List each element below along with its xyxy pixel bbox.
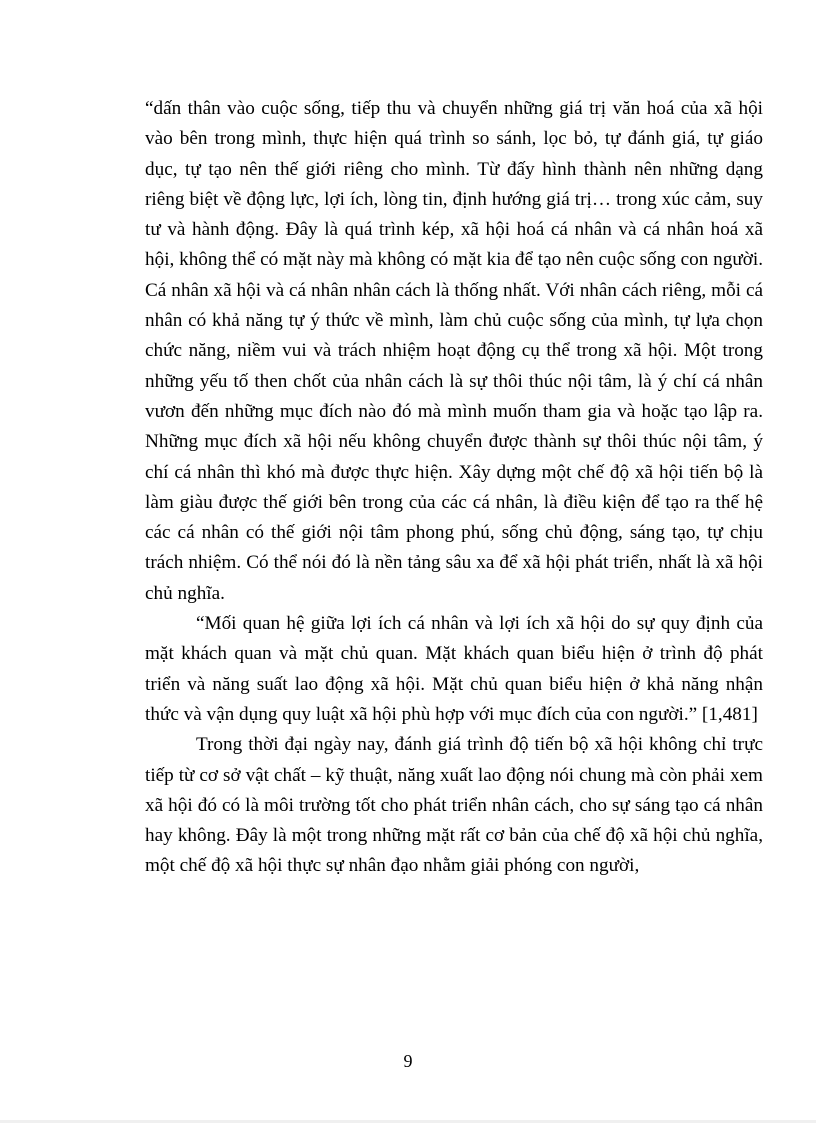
- paragraph-modern-era: Trong thời đại ngày nay, đánh giá trình độ tiến bộ xã hội không chỉ trực tiếp từ cơ sở vật chất – kỹ thuật, năng xuất lao động nói chung mà còn phải xem xã hội đó có là môi trường tốt cho phát triển nhân cách, cho sự sáng tạo cá nhân hay không. Đây là một trong những mặt rất cơ bản của chế độ xã hội chủ nghĩa, một chế độ xã hội thực sự nhân đạo nhằm giải phóng con người,: [145, 734, 763, 877]
- page-number: 9: [403, 1051, 413, 1071]
- paragraph-continuation: “dấn thân vào cuộc sống, tiếp thu và chuyển những giá trị văn hoá của xã hội vào bên trong mình, thực hiện quá trình so sánh, lọc bỏ, tự đánh giá, tự giáo dục, tự tạo nên thế giới riêng cho mình. Từ đấy hình thành nên những dạng riêng biệt về động lực, lợi ích, lòng tin, định hướng giá trị… trong xúc cảm, suy tư và hành động. Đây là quá trình kép, xã hội hoá cá nhân và cá nhân hoá xã hội, không thể có mặt này mà không có mặt kia để tạo nên cuộc sống con người. Cá nhân xã hội và cá nhân nhân cách là thống nhất. Với nhân cách riêng, mỗi cá nhân có khả năng tự ý thức về mình, làm chủ cuộc sống của mình, tự lựa chọn chức năng, niềm vui và trách nhiệm hoạt động cụ thể trong xã hội. Một trong những yếu tố then chốt của nhân cách là sự thôi thúc nội tâm, là ý chí cá nhân vươn đến những mục đích nào đó mà mình muốn tham gia và hoặc tạo lập ra. Những mục đích xã hội nếu không chuyển được thành sự thôi thúc nội tâm, ý chí cá nhân thì khó mà được thực hiện. Xây dựng một chế độ xã hội tiến bộ là làm giàu được thế giới bên trong của các cá nhân, là điều kiện để tạo ra thế hệ các cá nhân có thế giới nội tâm phong phú, sống chủ động, sáng tạo, tự chịu trách nhiệm. Có thể nói đó là nền tảng sâu xa để xã hội phát triển, nhất là xã hội chủ nghĩa.: [145, 98, 763, 604]
- body-text: [145, 94, 763, 882]
- paragraph-quote: “Mối quan hệ giữa lợi ích cá nhân và lợi ích xã hội do sự quy định của mặt khách quan và mặt chủ quan. Mặt khách quan biểu hiện ở trình độ phát triển và năng suất lao động xã hội. Mặt chủ quan biểu hiện ở khả năng nhận thức và vận dụng quy luật xã hội phù hợp với mục đích của con người.” [1,481]: [145, 613, 763, 725]
